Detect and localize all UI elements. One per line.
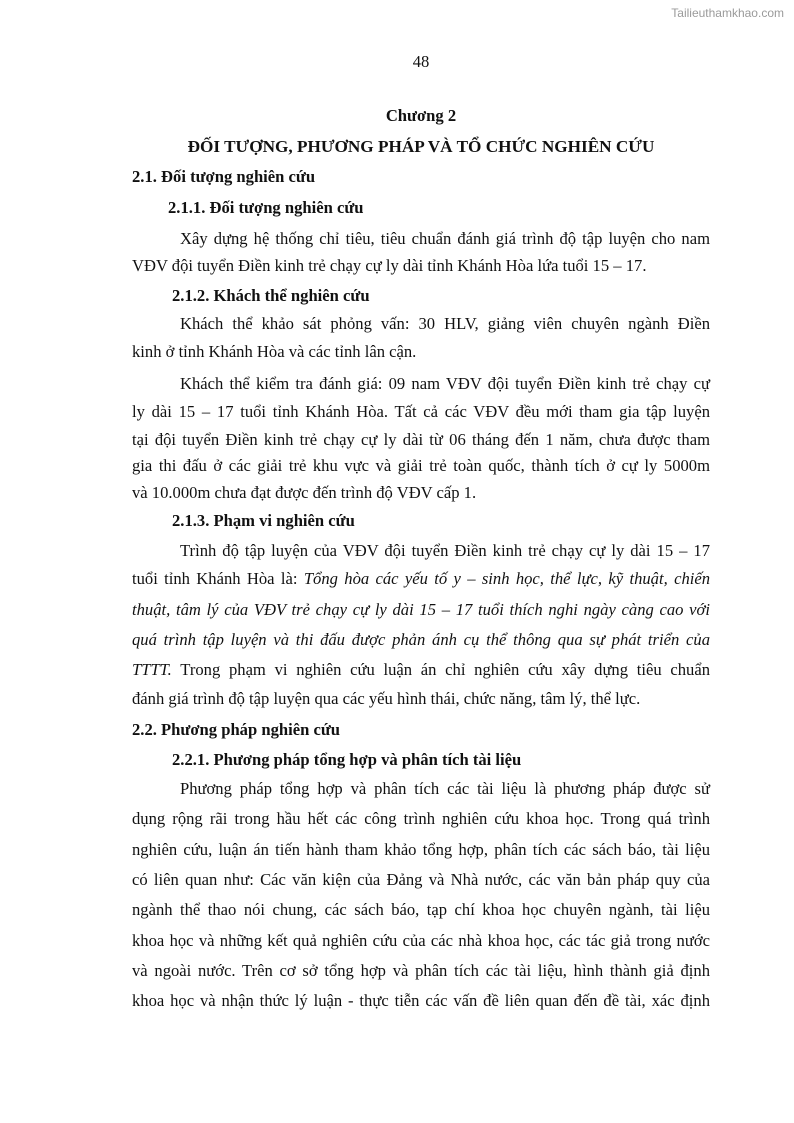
paragraph-line [132,569,710,589]
paragraph-line: dụng rộng rãi trong hầu hết các công trình nghiên cứu khoa học. Trong quá trình [132,809,710,828]
section-2-1-heading: 2.1. Đối tượng nghiên cứu [132,167,316,186]
italic-text: Tổng hòa các yếu tố y – sinh học, thể lực, kỹ thuật, chiến [303,569,711,588]
paragraph-line: tại đội tuyển Điền kinh trẻ chạy cự ly dài từ 06 tháng đến 1 năm, chưa được tham [132,430,710,449]
paragraph-line [132,600,710,620]
paragraph-line: và ngoài nước. Trên cơ sở tổng hợp và phân tích các tài liệu, hình thành giả định [132,961,710,980]
paragraph-line: gia thi đấu ở các giải trẻ khu vực và giải trẻ toàn quốc, thành tích ở cự ly 5000m [132,456,710,475]
plain-text: Trong phạm vi nghiên cứu luận án chỉ nghiên cứu xây dựng tiêu chuẩn [171,660,710,679]
italic-text: quá trình tập luyện và thi đấu được phản ánh cụ thể thông qua sự phát triển của [132,630,710,649]
chapter-title: ĐỐI TƯỢNG, PHƯƠNG PHÁP VÀ TỔ CHỨC NGHIÊN CỨU [187,137,655,156]
plain-text: tuổi tỉnh Khánh Hòa là: [132,569,304,588]
section-2-1-3-heading: 2.1.3. Phạm vi nghiên cứu [172,511,355,530]
paragraph-line: có liên quan như: Các văn kiện của Đảng và Nhà nước, các văn bản pháp quy của [132,870,710,889]
chapter-label: Chương 2 [385,106,457,125]
watermark: Tailieuthamkhao.com [671,6,784,20]
paragraph-line: Khách thể kiểm tra đánh giá: 09 nam VĐV đội tuyển Điền kinh trẻ chạy cự [180,374,710,393]
paragraph-line [132,660,710,680]
paragraph-line: Phương pháp tổng hợp và phân tích các tài liệu là phương pháp được sử [180,779,710,798]
paragraph-line: Khách thể khảo sát phỏng vấn: 30 HLV, giảng viên chuyên ngành Điền [180,314,710,333]
paragraph-line: khoa học và những kết quả nghiên cứu của các nhà khoa học, các tác giả trong nước [132,931,710,950]
paragraph-line: kinh ở tỉnh Khánh Hòa và các tỉnh lân cận. [132,342,417,361]
paragraph-line: khoa học và nhận thức lý luận - thực tiễn các vấn đề liên quan đến đề tài, xác định [132,991,710,1010]
paragraph-line [132,630,710,650]
paragraph-line: VĐV đội tuyển Điền kinh trẻ chạy cự ly dài tỉnh Khánh Hòa lứa tuổi 15 – 17. [132,256,647,275]
section-2-2-1-heading: 2.2.1. Phương pháp tổng hợp và phân tích tài liệu [172,750,522,769]
page-number: 48 [412,52,430,71]
section-2-1-1-heading: 2.1.1. Đối tượng nghiên cứu [168,198,364,217]
paragraph-line: và 10.000m chưa đạt được đến trình độ VĐV cấp 1. [132,483,477,502]
italic-text: thuật, tâm lý của VĐV trẻ chạy cự ly dài 15 – 17 tuổi thích nghi ngày càng cao với [132,600,710,619]
paragraph-line: ly dài 15 – 17 tuổi tỉnh Khánh Hòa. Tất cả các VĐV đều mới tham gia tập luyện [132,402,710,421]
paragraph-line: Xây dựng hệ thống chỉ tiêu, tiêu chuẩn đánh giá trình độ tập luyện cho nam [180,229,710,248]
paragraph-line: Trình độ tập luyện của VĐV đội tuyển Điền kinh trẻ chạy cự ly dài 15 – 17 [180,541,710,560]
paragraph-line: ngành thể thao nói chung, các sách báo, tạp chí khoa học chuyên ngành, tài liệu [132,900,710,919]
section-2-2-heading: 2.2. Phương pháp nghiên cứu [132,720,341,739]
paragraph-line: đánh giá trình độ tập luyện qua các yếu hình thái, chức năng, tâm lý, thể lực. [132,689,641,708]
italic-text: TTTT. [132,660,172,679]
paragraph-line: nghiên cứu, luận án tiến hành tham khảo tổng hợp, phân tích các sách báo, tài liệu [132,840,710,859]
section-2-1-2-heading: 2.1.2. Khách thể nghiên cứu [172,286,370,305]
